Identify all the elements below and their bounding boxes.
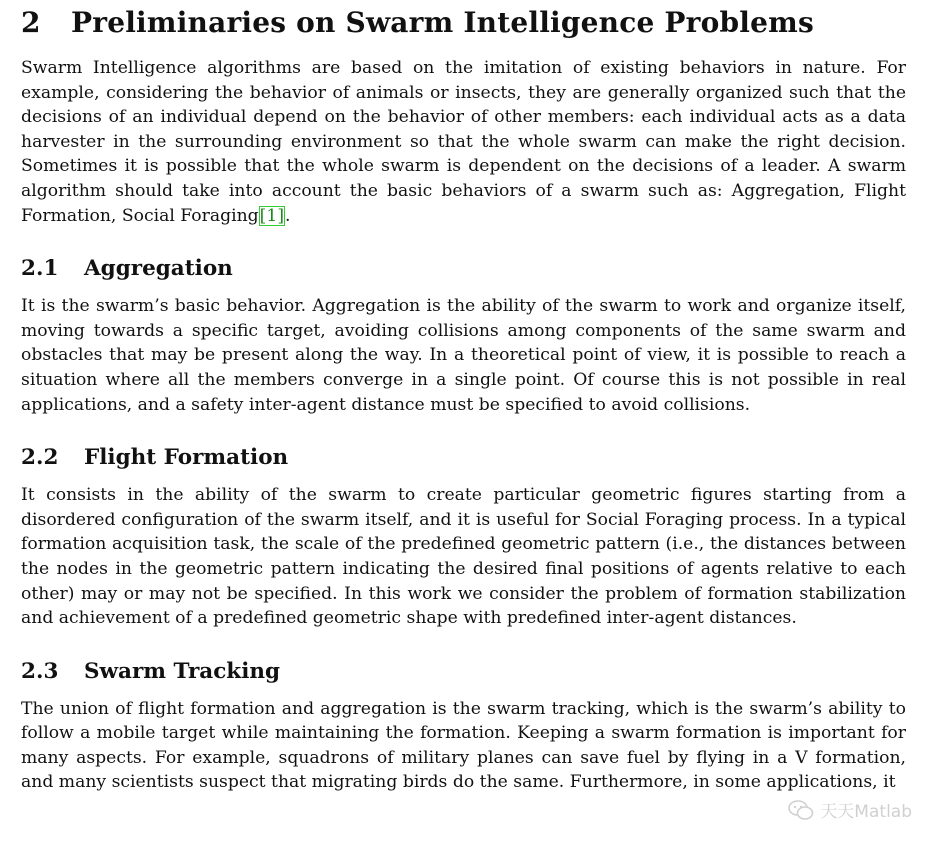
section-heading (21, 657, 906, 687)
section-heading (21, 254, 906, 284)
watermark (788, 797, 912, 822)
chapter-intro-paragraph (21, 56, 906, 228)
section-paragraph: It consists in the ability of the swarm to create particular geometric figures starting from a disordered configuration of the swarm itself, and it is useful for Social Foraging process. In a typical formation acquisition task, the scale of the predefined geometric pattern (i.e., the distances between the nodes in the geometric pattern indicating the desired final positions of agents relative to each other) may or may not be specified. In this work we consider the problem of formation stabilization and achievement of a predefined geometric shape with predefined inter-agent distances. (21, 485, 906, 629)
intro-text: Swarm Intelligence algorithms are based on the imitation of existing behaviors in nature. For example, considering the behavior of animals or insects, they are generally organized such that the decisions of an individual depend on the behavior of other members: each individual acts as a data harvester in the surrounding environment so that the whole swarm can make the right decision. Sometimes it is possible that the whole swarm is dependent on the decisions of a leader. A swarm algorithm should take into account the basic behaviors of a swarm such as: Aggregation, Flight Formation, Social Foraging (21, 58, 906, 226)
section-paragraph: The union of flight formation and aggregation is the swarm tracking, which is the swarm’s ability to follow a mobile target while maintaining the formation. Keeping a swarm formation is important for many aspects. For example, squadrons of military planes can save fuel by flying in a V formation, and many scientists suspect that migrating birds do the same. Furthermore, in some applications, it (21, 698, 906, 793)
section-number: 2.1 (21, 256, 59, 282)
section-title: Flight Formation (84, 445, 289, 471)
citation-link[interactable]: [1] (259, 205, 285, 226)
intro-text-end: . (285, 205, 291, 226)
section-heading (21, 443, 906, 473)
watermark-text: 天天Matlab (820, 802, 912, 822)
section-number: 2.2 (21, 445, 59, 471)
document-page (21, 4, 906, 795)
section-paragraph: It is the swarm’s basic behavior. Aggregation is the ability of the swarm to work and organize itself, moving towards a specific target, avoiding collisions among components of the same swarm and obstacles that may be present along the way. In a theoretical point of view, it is possible to reach a situation where all the members converge in a single point. Of course this is not possible in real applications, and a safety inter-agent distance must be specified to avoid collisions. (21, 296, 906, 415)
section-swarm-tracking (21, 657, 906, 795)
section-title: Swarm Tracking (84, 658, 281, 684)
wechat-icon (788, 799, 814, 821)
section-flight-formation (21, 443, 906, 631)
chapter-title: Preliminaries on Swarm Intelligence Problems (71, 6, 814, 39)
section-title: Aggregation (84, 256, 233, 282)
chapter-heading (21, 4, 906, 42)
section-aggregation (21, 254, 906, 417)
chapter-number: 2 (21, 6, 41, 39)
section-number: 2.3 (21, 658, 59, 684)
